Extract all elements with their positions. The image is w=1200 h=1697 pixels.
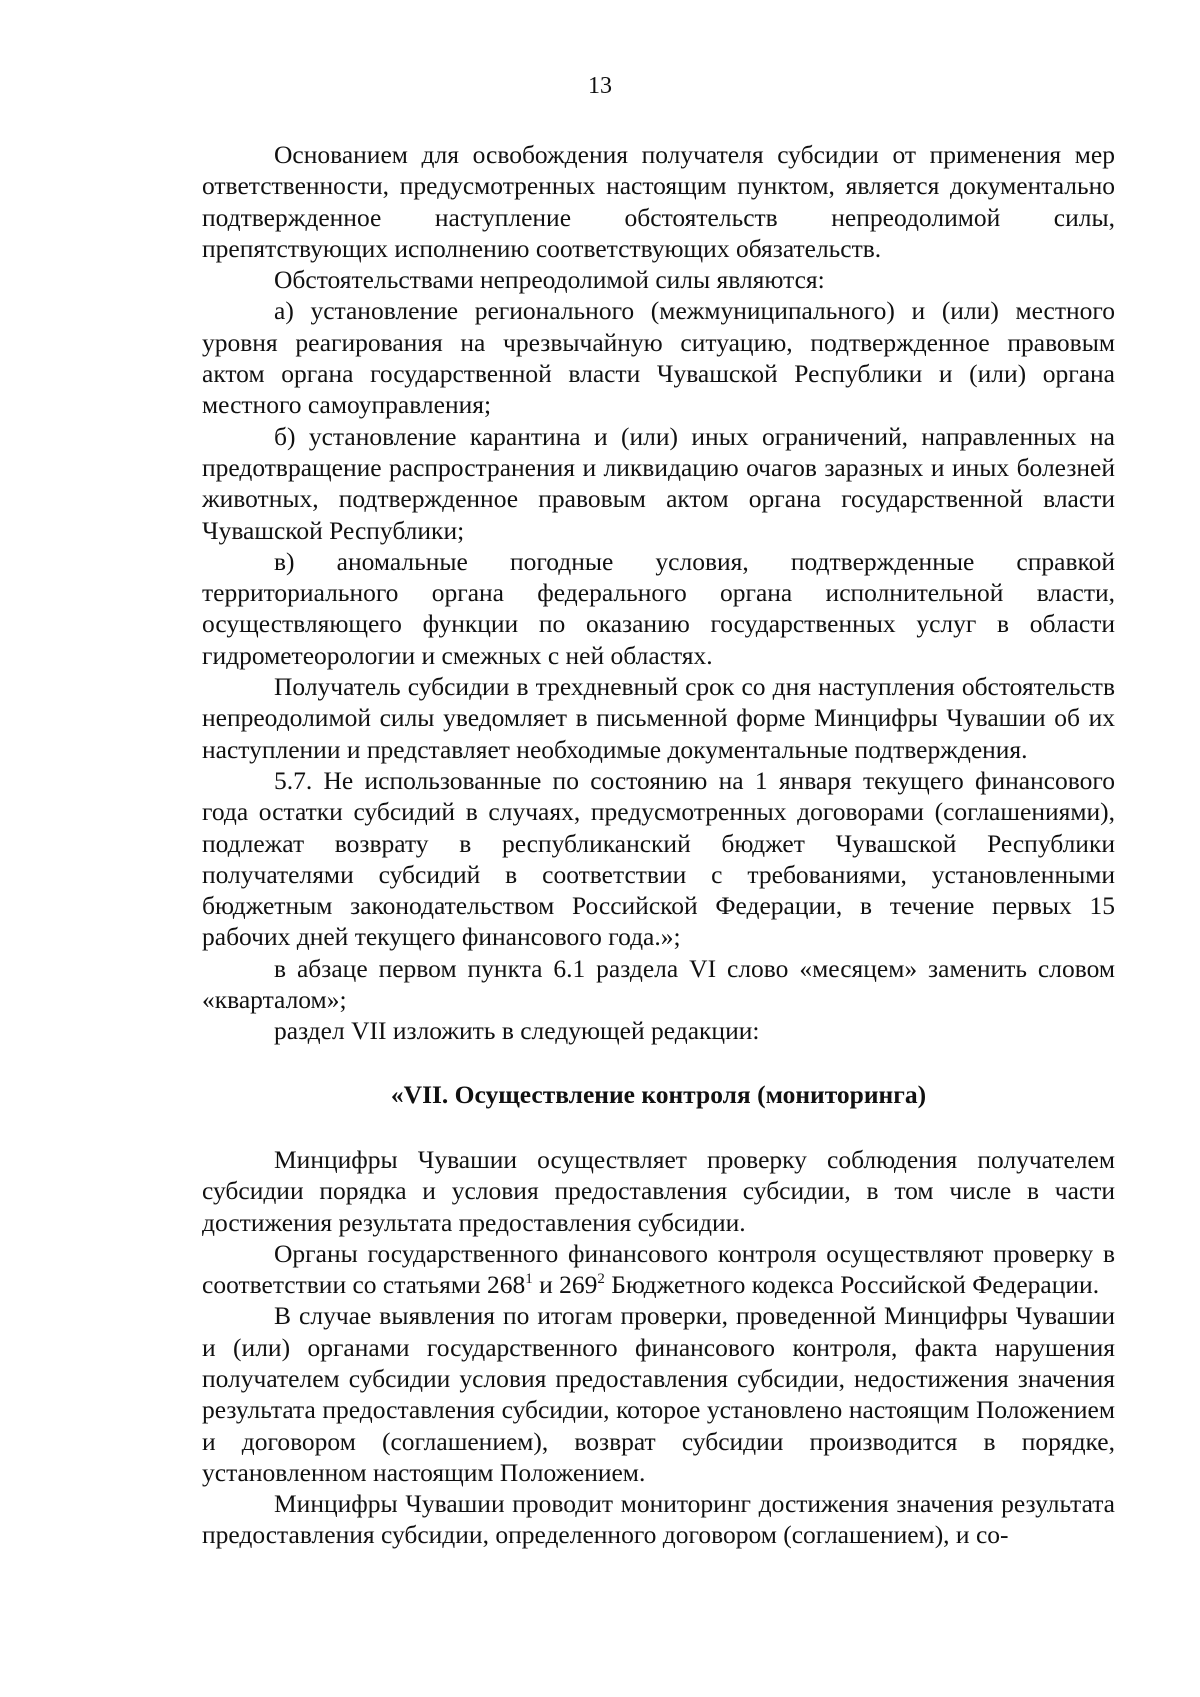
- paragraph-financial-control: [202, 1238, 1115, 1301]
- paragraph-amendment-6-1: в абзаце первом пункта 6.1 раздела VI слово «месяцем» заменить словом «кварталом»;: [202, 953, 1115, 1015]
- list-item-a: а) установление регионального (межмуниципального) и (или) местного уровня реагирования на чрезвычайную ситуацию, подтвержденное правовым актом органа государственной власти Чувашской Республики и (или) органа местного самоуправления;: [202, 296, 1115, 420]
- fin-control-text-3: Бюджетного кодекса Российской Федерации.: [604, 1270, 1100, 1300]
- paragraph-violation-return: В случае выявления по итогам проверки, проведенной Минцифры Чувашии и (или) органами государственного финансового контроля, факта нарушения получателем субсидии условия предоставления субсидии, недостижения значения результата предоставления субсидии, которое установлено настоящим Положением и договором (соглашением), возврат субсидии производится в порядке, установленном настоящим Положением.: [202, 1301, 1115, 1487]
- section-heading: «VII. Осуществление контроля (мониторинга): [390, 1079, 927, 1109]
- superscript-2: 2: [597, 1271, 605, 1288]
- paragraph-force-majeure-basis: Основанием для освобождения получателя субсидии от применения мер ответственности, предусмотренных настоящим пунктом, является документально подтвержденное наступление обстоятельств непреодолимой силы, препятствующих исполнению соответствующих обязательств.: [202, 140, 1115, 263]
- page-number: 13: [588, 73, 612, 99]
- paragraph-notification: Получатель субсидии в трехдневный срок со дня наступления обстоятельств непреодолимой силы уведомляет в письменной форме Минцифры Чувашии об их наступлении и представляет необходимые документальные подтверждения.: [202, 672, 1115, 764]
- paragraph-audit: Минцифры Чувашии осуществляет проверку соблюдения получателем субсидии порядка и условия предоставления субсидии, в том числе в части достижения результата предоставления субсидии.: [202, 1144, 1115, 1237]
- list-item-c: в) аномальные погодные условия, подтвержденные справкой территориального органа федерального органа исполнительной власти, осуществляющего функции по оказанию государственных услуг в области гидрометеорологии и смежных с ней областях.: [202, 546, 1115, 670]
- fin-control-text-1: Органы государственного финансового контроля осуществляют проверку в соответствии со статьями 268: [202, 1238, 1115, 1300]
- superscript-1: 1: [525, 1271, 533, 1288]
- list-item-b: б) установление карантина и (или) иных ограничений, направленных на предотвращение распространения и ликвидацию очагов заразных и иных болезней животных, подтвержденное правовым актом органа государственной власти Чувашской Республики;: [202, 421, 1115, 545]
- paragraph-force-majeure-list-intro: Обстоятельствами непреодолимой силы являются:: [274, 265, 825, 295]
- paragraph-section-vii-intro: раздел VII изложить в следующей редакции:: [274, 1016, 760, 1046]
- document-body: [202, 139, 1115, 1551]
- fin-control-text-2: и 269: [532, 1270, 598, 1300]
- paragraph-5-7: 5.7. Не использованные по состоянию на 1 января текущего финансового года остатки субсидий в случаях, предусмотренных договорами (соглашениями), подлежат возврату в республиканский бюджет Чувашской Республики получателями субсидий в соответствии с требованиями, установленными бюджетным законодательством Российской Федерации, в течение первых 15 рабочих дней текущего финансового года.»;: [202, 765, 1115, 952]
- paragraph-monitoring: Минцифры Чувашии проводит мониторинг достижения значения результата предоставления субсидии, определенного договором (соглашением), и со-: [202, 1489, 1115, 1550]
